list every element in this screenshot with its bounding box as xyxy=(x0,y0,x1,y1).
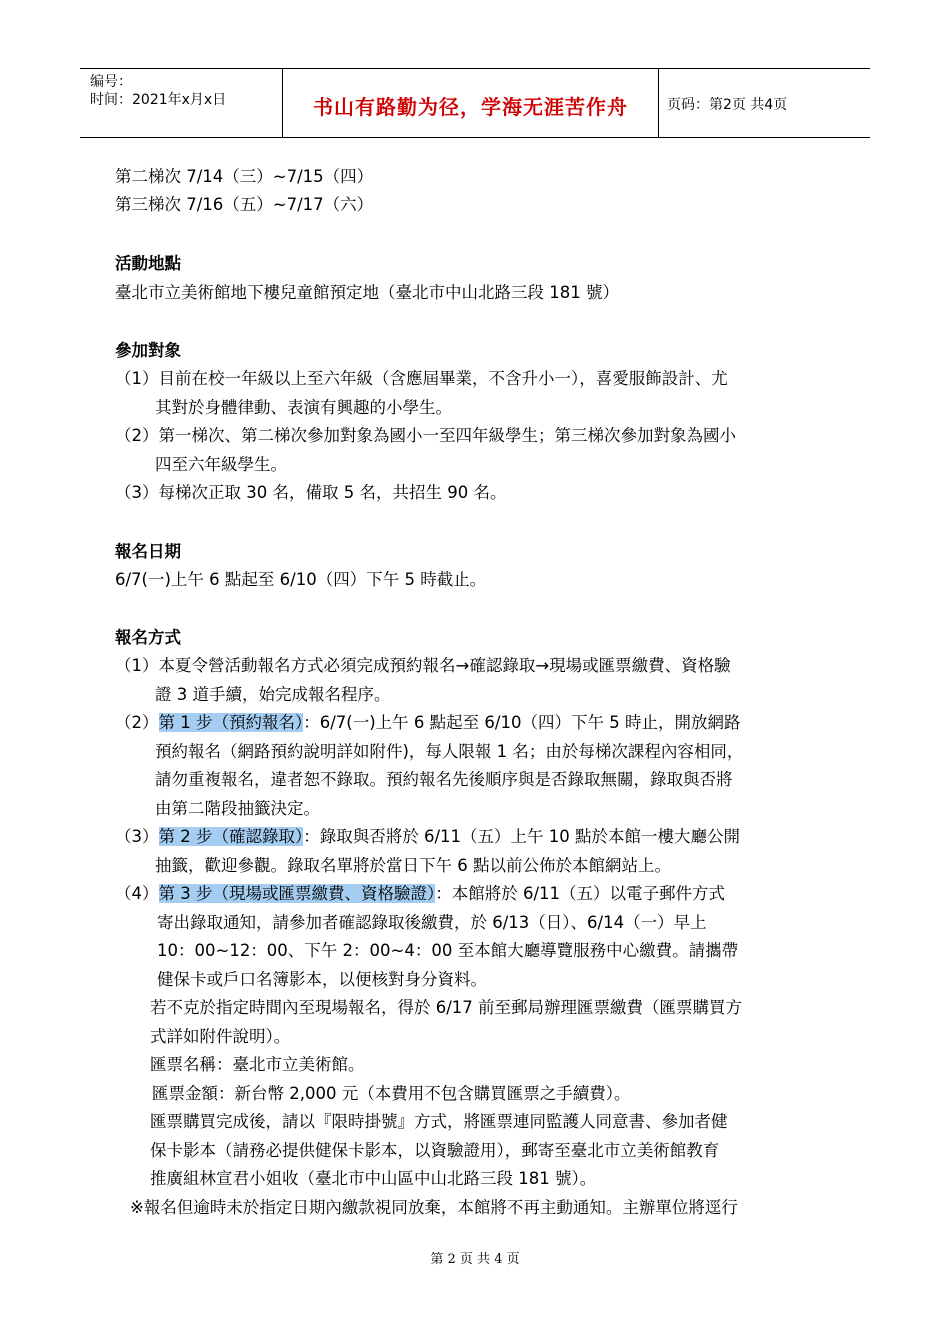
money-order-text: 式詳如附件說明）。 xyxy=(150,1027,291,1046)
step-text: ：本館將於 6/11（五）以電子郵件方式 xyxy=(435,884,726,903)
page-number: 页码：第2页 共4页 xyxy=(667,97,788,113)
reg-date-title: 報名日期 xyxy=(115,542,181,561)
step2-highlight: 第 2 步（確認錄取） xyxy=(158,827,304,846)
schedule-line: 第三梯次 7/16（五）~7/17（六） xyxy=(115,195,374,214)
reg-step1-cont: 由第二階段抽籤決定。 xyxy=(155,799,320,818)
money-order-text: 保卡影本（請務必提供健保卡影本，以資驗證用），郵寄至臺北市立美術館教育 xyxy=(150,1141,720,1160)
money-order-amount: 匯票金額：新台幣 2,000 元（本費用不包含購買匯票之手續費）。 xyxy=(152,1084,631,1103)
participants-title: 參加對象 xyxy=(115,341,181,360)
reg-method-item-cont: 證 3 道手續，始完成報名程序。 xyxy=(155,685,391,704)
reg-method-title: 報名方式 xyxy=(115,628,181,647)
motto: 书山有路勤为径，学海无涯苦作舟 xyxy=(313,95,628,119)
money-order-text: 匯票購買完成後，請以『限時掛號』方式，將匯票連同監護人同意書、參加者健 xyxy=(150,1112,728,1131)
page-footer: 第 2 页 共 4 页 xyxy=(430,1252,520,1267)
header-meta-cell xyxy=(80,69,283,137)
reg-method-item: （1）本夏令營活動報名方式必須完成預約報名→確認錄取→現場或匯票繳費、資格驗 xyxy=(115,656,731,675)
money-order-name: 匯票名稱：臺北市立美術館。 xyxy=(150,1055,365,1074)
participants-item-cont: 四至六年級學生。 xyxy=(155,455,287,474)
participants-item-cont: 其對於身體律動、表演有興趣的小學生。 xyxy=(155,398,452,417)
reg-step1-cont: 預約報名（網路預約說明詳如附件)，每人限報 1 名；由於每梯次課程內容相同， xyxy=(155,742,744,761)
step-prefix: （2） xyxy=(115,713,159,732)
reg-step2-line xyxy=(115,826,740,848)
step-prefix: （4） xyxy=(115,884,159,903)
reg-date-text: 6/7(一)上午 6 點起至 6/10（四）下午 5 時截止。 xyxy=(115,570,487,589)
participants-item: （2）第一梯次、第二梯次參加對象為國小一至四年級學生；第三梯次參加對象為國小 xyxy=(115,426,736,445)
location-title: 活動地點 xyxy=(115,254,181,273)
money-order-text: 推廣組林宣君小姐收（臺北市中山區中山北路三段 181 號）。 xyxy=(150,1169,597,1188)
page-header xyxy=(80,68,870,138)
participants-item: （3）每梯次正取 30 名，備取 5 名，共招生 90 名。 xyxy=(115,483,507,502)
date-label: 时间：2021年x月x日 xyxy=(90,92,227,108)
step1-highlight: 第 1 步（預約報名） xyxy=(158,713,304,732)
participants-item: （1）目前在校一年級以上至六年級（含應屆畢業，不含升小一），喜愛服飾設計、尤 xyxy=(115,369,728,388)
code-label: 编号： xyxy=(90,74,132,90)
reg-step3-cont: 寄出錄取通知，請參加者確認錄取後繳費，於 6/13（日）、6/14（一）早上 xyxy=(157,913,707,932)
money-order-text: 若不克於指定時間內至現場報名，得於 6/17 前至郵局辦理匯票繳費（匯票購買方 xyxy=(150,998,743,1017)
reg-step3-cont: 健保卡或戶口名簿影本，以便核對身分資料。 xyxy=(157,970,487,989)
header-page-cell xyxy=(659,69,870,137)
reg-note: ※報名但逾時未於指定日期內繳款視同放棄，本館將不再主動通知。主辦單位將逕行 xyxy=(130,1198,738,1217)
step-text: ：錄取與否將於 6/11（五）上午 10 點於本館一樓大廳公開 xyxy=(303,827,741,846)
reg-step3-line xyxy=(115,883,725,905)
reg-step3-cont: 10：00~12：00、下午 2：00~4：00 至本館大廳導覽服務中心繳費。請攜帶 xyxy=(157,941,739,960)
step-text: ：6/7(一)上午 6 點起至 6/10（四）下午 5 時止，開放網路 xyxy=(303,713,741,732)
header-motto-cell xyxy=(283,69,659,137)
step-prefix: （3） xyxy=(115,827,159,846)
reg-step2-cont: 抽籤，歡迎參觀。錄取名單將於當日下午 6 點以前公佈於本館網站上。 xyxy=(155,856,671,875)
step3-highlight: 第 3 步（現場或匯票繳費、資格驗證） xyxy=(158,884,436,903)
location-text: 臺北市立美術館地下樓兒童館預定地（臺北市中山北路三段 181 號） xyxy=(115,283,619,302)
reg-step1-cont: 請勿重複報名，違者恕不錄取。預約報名先後順序與是否錄取無關，錄取與否將 xyxy=(155,770,733,789)
schedule-line: 第二梯次 7/14（三）~7/15（四） xyxy=(115,167,374,186)
reg-step1-line xyxy=(115,712,740,734)
